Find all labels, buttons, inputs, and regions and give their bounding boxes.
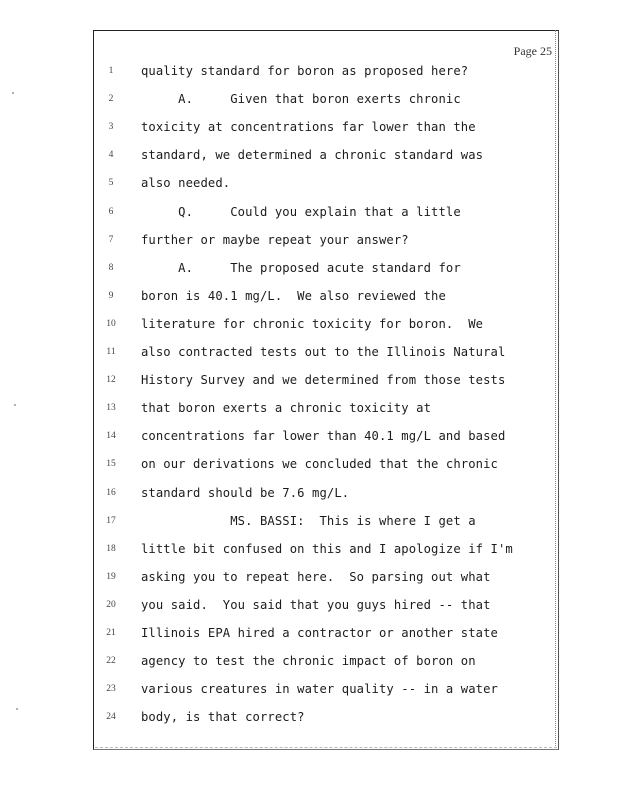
line-number: 1	[108, 66, 114, 76]
transcript-line: concentrations far lower than 40.1 mg/L and based	[141, 429, 506, 444]
transcript-line: standard should be 7.6 mg/L.	[141, 485, 350, 500]
scan-speck	[14, 404, 16, 406]
transcript-line: toxicity at concentrations far lower than the	[141, 120, 476, 135]
transcript-line: little bit confused on this and I apologize if I'm	[141, 541, 513, 556]
transcript-line: asking you to repeat here. So parsing out what	[141, 569, 491, 584]
line-number: 20	[106, 599, 116, 610]
line-number: 6	[108, 206, 114, 217]
transcript-line: MS. BASSI: This is where I get a	[141, 513, 476, 528]
line-number: 3	[108, 122, 114, 133]
page-frame	[93, 30, 559, 750]
transcript-line: History Survey and we determined from those tests	[141, 373, 506, 388]
right-margin-rule	[555, 30, 556, 750]
bottom-rule	[95, 747, 557, 748]
line-number: 17	[106, 515, 116, 526]
line-number: 5	[108, 178, 114, 189]
line-number: 2	[108, 94, 114, 105]
transcript-line: Illinois EPA hired a contractor or another state	[141, 626, 498, 640]
line-number: 7	[108, 234, 114, 245]
transcript-line: agency to test the chronic impact of boron on	[141, 654, 476, 669]
scan-speck	[12, 92, 14, 94]
transcript-line: boron is 40.1 mg/L. We also reviewed the	[141, 288, 446, 303]
transcript-line: also needed.	[141, 176, 231, 191]
transcript-line: also contracted tests out to the Illinois Natural	[141, 345, 506, 359]
line-number: 18	[106, 543, 116, 554]
line-number: 22	[106, 656, 116, 667]
transcript-line: A. The proposed acute standard for	[141, 260, 461, 275]
transcript-line: you said. You said that you guys hired -- that	[141, 597, 491, 612]
line-number: 19	[106, 571, 116, 582]
page-number: Page 25	[513, 44, 552, 58]
line-number: 4	[108, 150, 114, 161]
transcript-line: literature for chronic toxicity for boron. We	[141, 316, 484, 331]
line-number: 14	[106, 431, 116, 442]
line-number: 16	[106, 487, 116, 498]
transcript-line: Q. Could you explain that a little	[141, 204, 461, 219]
transcript-line: body, is that correct?	[141, 710, 305, 725]
transcript-line: further or maybe repeat your answer?	[141, 232, 409, 247]
line-number: 9	[108, 290, 114, 301]
line-number: 23	[106, 684, 116, 695]
transcript-line: quality standard for boron as proposed here?	[141, 64, 469, 78]
transcript-line: that boron exerts a chronic toxicity at	[141, 401, 432, 416]
line-number: 15	[106, 459, 116, 470]
line-number: 10	[106, 318, 116, 329]
transcript-line: standard, we determined a chronic standard was	[141, 148, 484, 163]
line-number: 12	[106, 375, 116, 386]
transcript-line: A. Given that boron exerts chronic	[141, 92, 461, 107]
scan-speck	[16, 708, 18, 710]
transcript-line: various creatures in water quality -- in a water	[141, 682, 498, 697]
transcript-line: on our derivations we concluded that the chronic	[141, 457, 498, 472]
line-number: 11	[106, 347, 116, 357]
line-number: 24	[106, 712, 116, 723]
line-number: 13	[106, 403, 116, 414]
line-number: 8	[108, 262, 114, 273]
line-number: 21	[106, 628, 116, 638]
